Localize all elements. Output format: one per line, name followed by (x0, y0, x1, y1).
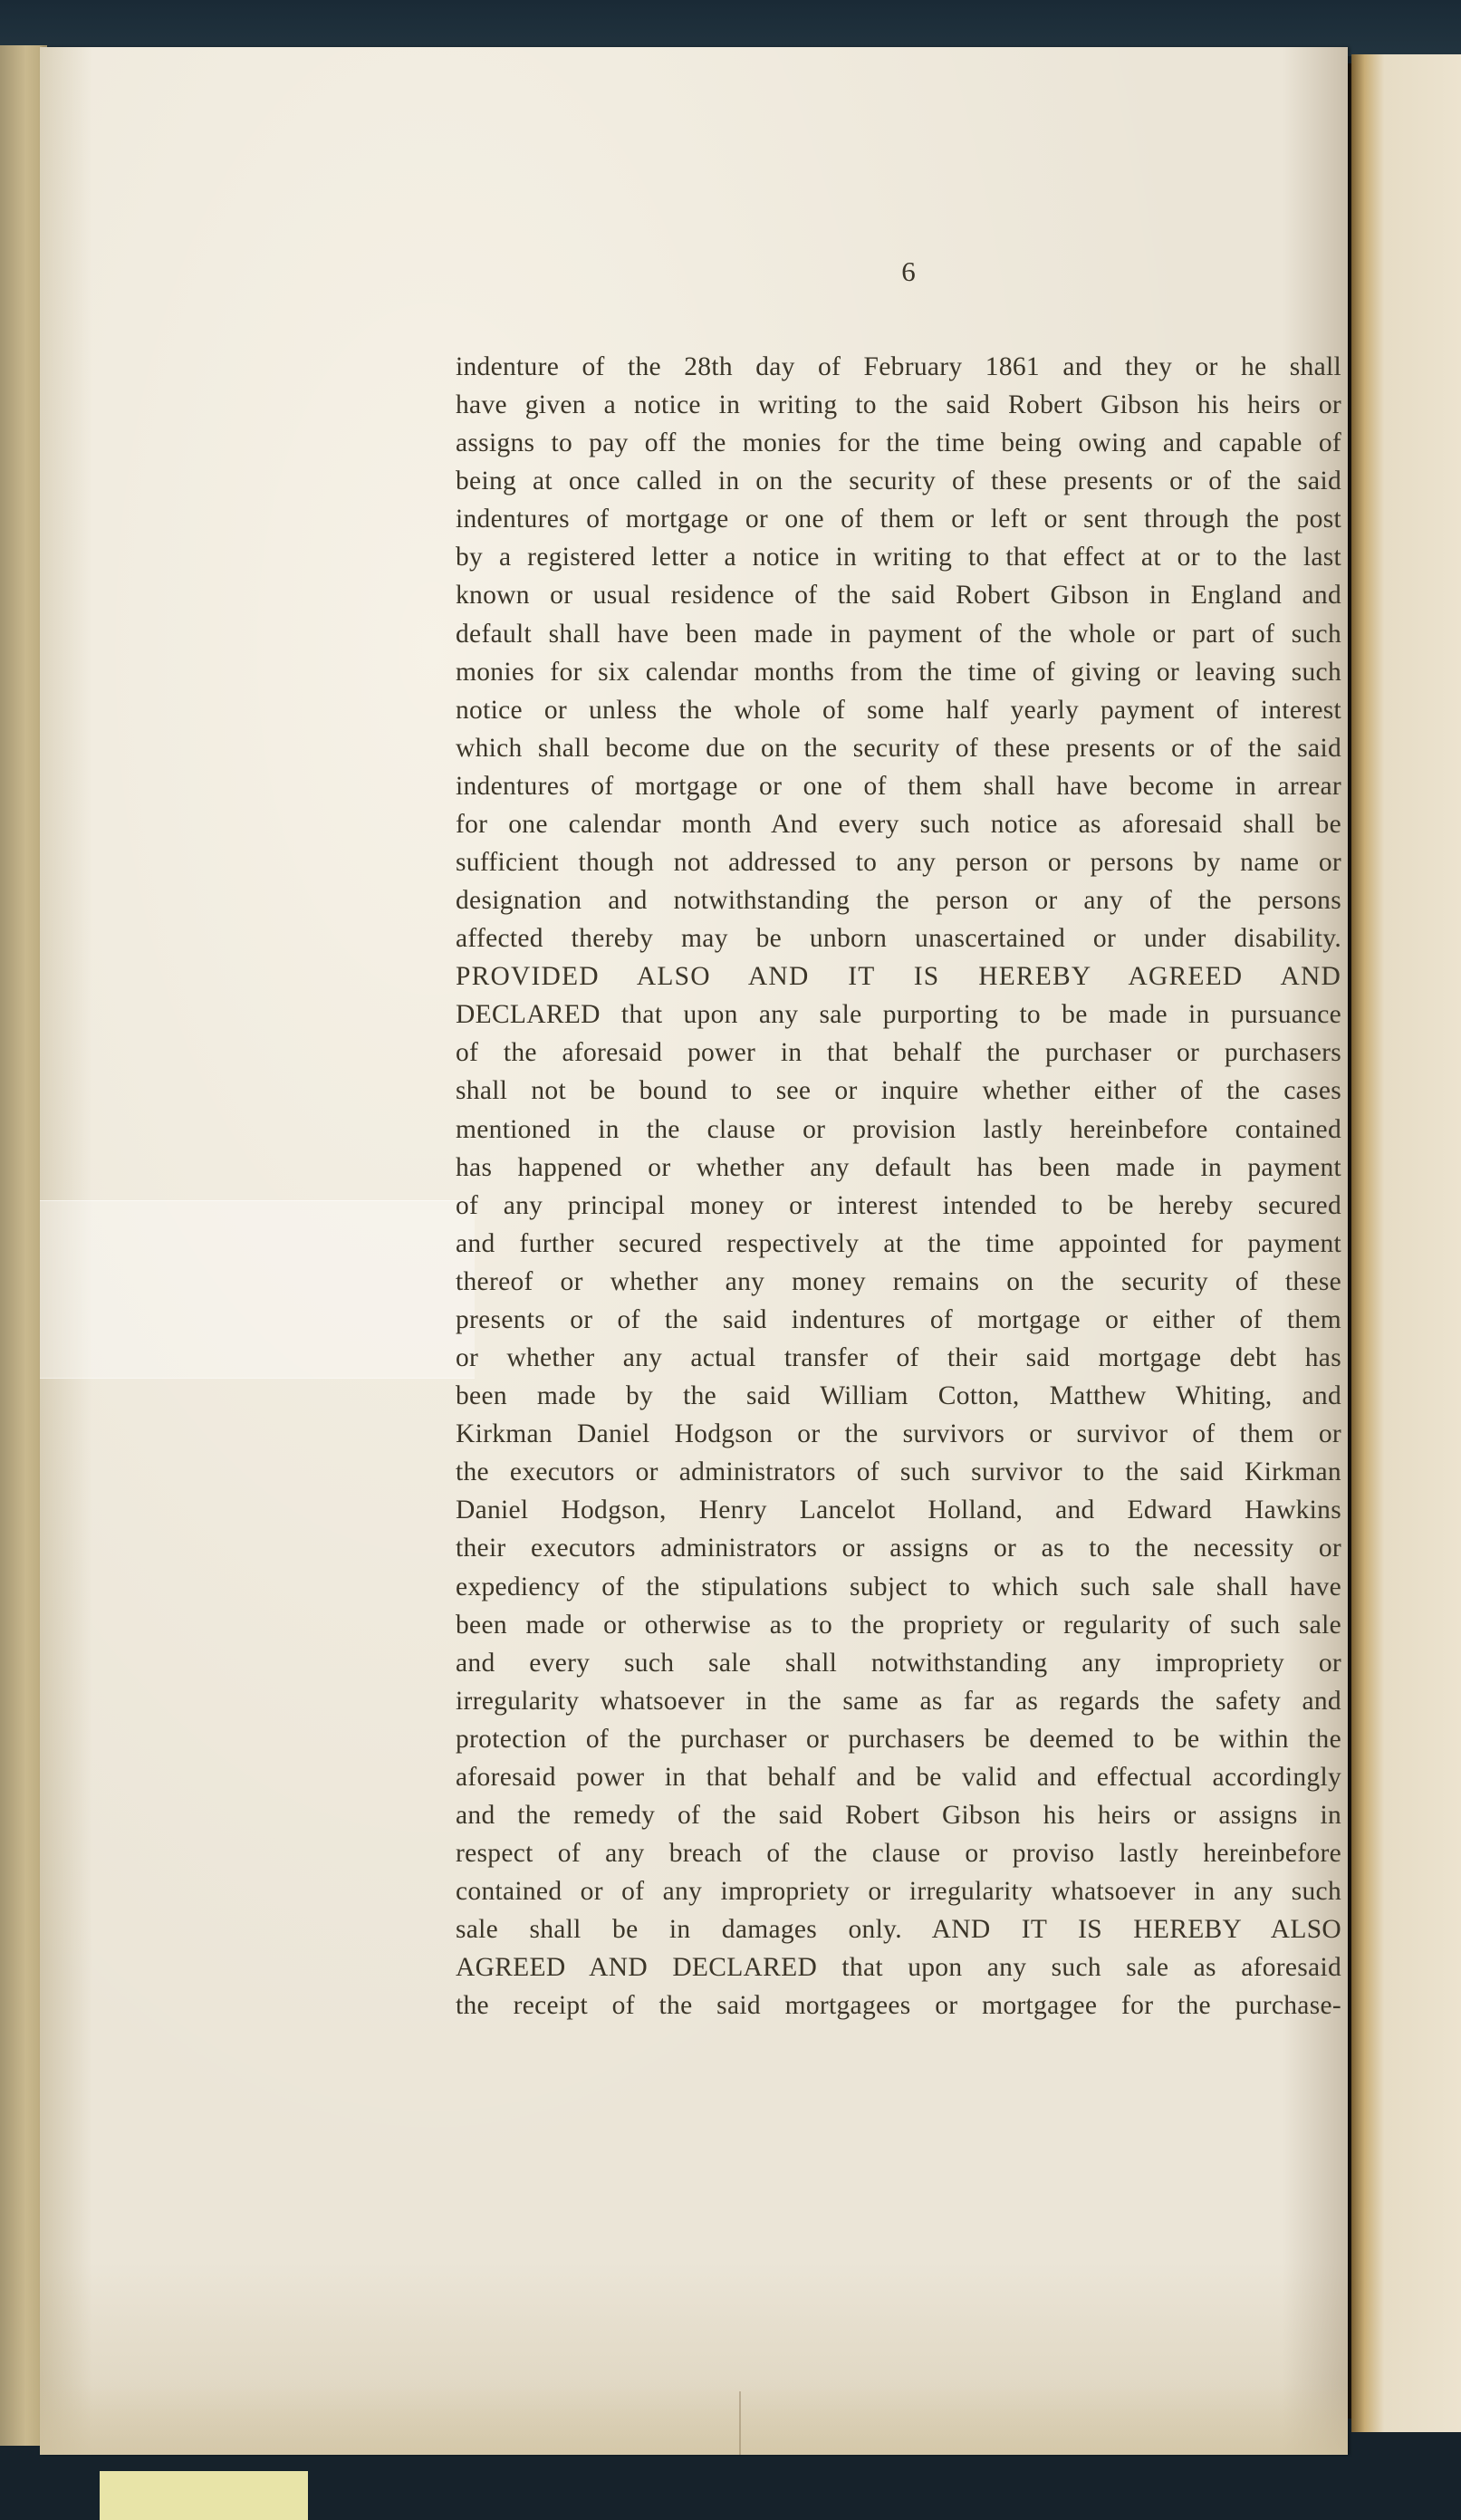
text-line: presents or of the said indentures of mortgage or either of them (456, 1304, 1341, 1334)
text-line: and further secured respectively at the time appointed for payment (456, 1228, 1341, 1258)
text-line: been made or otherwise as to the propriety or regularity of such sale (456, 1610, 1341, 1640)
text-line: Daniel Hodgson, Henry Lancelot Holland, and Edward Hawkins (456, 1496, 1341, 1525)
text-line: protection of the purchaser or purchasers be deemed to be within the (456, 1724, 1341, 1754)
text-line: been made by the said William Cotton, Matthew Whiting, and (456, 1381, 1341, 1411)
text-line: of the aforesaid power in that behalf the purchaser or purchasers (456, 1038, 1341, 1068)
text-line: the executors or administrators of such survivor to the said Kirkman (456, 1457, 1341, 1487)
bottom-paper-strip (100, 2471, 308, 2520)
text-line: irregularity whatsoever in the same as far as regards the safety and (456, 1686, 1341, 1716)
text-line: indenture of the 28th day of February 1861 and they or he shall (456, 352, 1341, 381)
text-line: indentures of mortgage or one of them or left or sent through the post (456, 505, 1341, 534)
text-line: DECLARED that upon any sale purporting to be made in pursuance (456, 1000, 1341, 1030)
text-line: monies for six calendar months from the time of giving or leaving such (456, 657, 1341, 687)
text-line: Kirkman Daniel Hodgson or the survivors or survivor of them or (456, 1419, 1341, 1449)
text-line: which shall become due on the security of these presents or of the said (456, 733, 1341, 763)
text-line: by a registered letter a notice in writing to that effect at or to the last (456, 543, 1341, 572)
text-line: being at once called in on the security of these presents or of the said (456, 466, 1341, 496)
text-line: have given a notice in writing to the said Robert Gibson his heirs or (456, 390, 1341, 420)
text-line: affected thereby may be unborn unascertained or under disability. (456, 924, 1341, 954)
body-text (456, 348, 1341, 2025)
next-page-edge (1351, 54, 1461, 2432)
text-line: shall not be bound to see or inquire whether either of the cases (456, 1076, 1341, 1106)
text-line: sufficient though not addressed to any person or persons by name or (456, 848, 1341, 878)
text-line: expediency of the stipulations subject to which such sale shall have (456, 1572, 1341, 1601)
text-line: designation and notwithstanding the person or any of the persons (456, 886, 1341, 916)
tape-repair (40, 1200, 475, 1379)
text-line: assigns to pay off the monies for the time being owing and capable of (456, 428, 1341, 458)
text-line: of any principal money or interest intended to be hereby secured (456, 1190, 1341, 1220)
text-line: their executors administrators or assigns or as to the necessity or (456, 1534, 1341, 1563)
page-bottom-fold (40, 2384, 1348, 2455)
text-line: default shall have been made in payment of the whole or part of such (456, 619, 1341, 649)
text-line: PROVIDED ALSO AND IT IS HEREBY AGREED AND (456, 962, 1341, 992)
text-line: the receipt of the said mortgagees or mortgagee for the purchase- (456, 1991, 1341, 2021)
text-line: sale shall be in damages only. AND IT IS HEREBY ALSO (456, 1915, 1341, 1945)
text-line: and every such sale shall notwithstanding any impropriety or (456, 1648, 1341, 1678)
text-line: thereof or whether any money remains on the security of these (456, 1266, 1341, 1296)
text-line: aforesaid power in that behalf and be valid and effectual accordingly (456, 1762, 1341, 1792)
text-line: has happened or whether any default has been made in payment (456, 1152, 1341, 1182)
text-line: or whether any actual transfer of their said mortgage debt has (456, 1343, 1341, 1373)
text-line: indentures of mortgage or one of them shall have become in arrear (456, 771, 1341, 801)
text-line: mentioned in the clause or provision lastly hereinbefore contained (456, 1114, 1341, 1144)
page-number: 6 (901, 255, 916, 287)
text-line: and the remedy of the said Robert Gibson his heirs or assigns in (456, 1800, 1341, 1830)
fold-crease (739, 2391, 741, 2455)
text-line: respect of any breach of the clause or proviso lastly hereinbefore (456, 1839, 1341, 1869)
text-line: known or usual residence of the said Robert Gibson in England and (456, 581, 1341, 611)
text-line: contained or of any impropriety or irregularity whatsoever in any such (456, 1877, 1341, 1907)
text-line: AGREED AND DECLARED that upon any such sale as aforesaid (456, 1953, 1341, 1983)
text-line: for one calendar month And every such notice as aforesaid shall be (456, 809, 1341, 839)
text-line: notice or unless the whole of some half yearly payment of interest (456, 695, 1341, 725)
